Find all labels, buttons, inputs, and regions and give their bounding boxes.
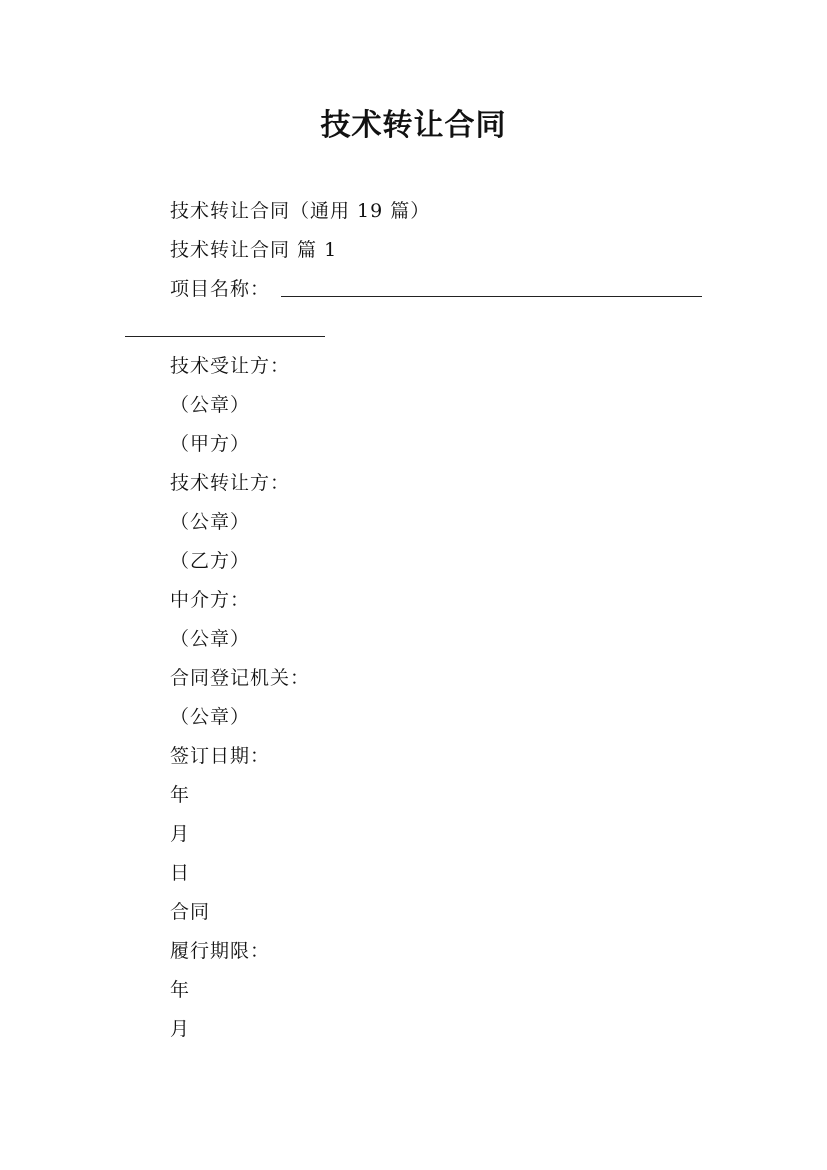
project-name-blank-line-2: [125, 336, 325, 337]
intermediary-label: 中介方：: [170, 589, 251, 611]
transferee-seal: （公章）: [170, 394, 251, 416]
subtitle-line: 技术转让合同（通用 19 篇）: [170, 200, 431, 222]
party-a-label: （甲方）: [170, 433, 251, 455]
performance-period-year: 年: [170, 979, 191, 1001]
transferee-label: 技术受让方：: [170, 355, 291, 377]
signing-date-year: 年: [170, 784, 191, 806]
intermediary-seal: （公章）: [170, 628, 251, 650]
registration-authority-seal: （公章）: [170, 706, 251, 728]
signing-date-month: 月: [170, 823, 191, 845]
project-name-label: 项目名称：: [170, 278, 271, 300]
performance-period-label: 履行期限：: [170, 940, 271, 962]
signing-date-label: 签订日期：: [170, 745, 271, 767]
contract-label: 合同: [170, 901, 211, 923]
document-title: 技术转让合同: [320, 108, 507, 143]
signing-date-day: 日: [170, 862, 191, 884]
transferor-label: 技术转让方：: [170, 472, 291, 494]
transferor-seal: （公章）: [170, 511, 251, 533]
project-name-blank-line-1: [281, 296, 702, 297]
performance-period-month: 月: [170, 1018, 191, 1040]
party-b-label: （乙方）: [170, 550, 251, 572]
section-heading: 技术转让合同 篇 1: [170, 239, 338, 261]
registration-authority-label: 合同登记机关：: [170, 667, 311, 689]
